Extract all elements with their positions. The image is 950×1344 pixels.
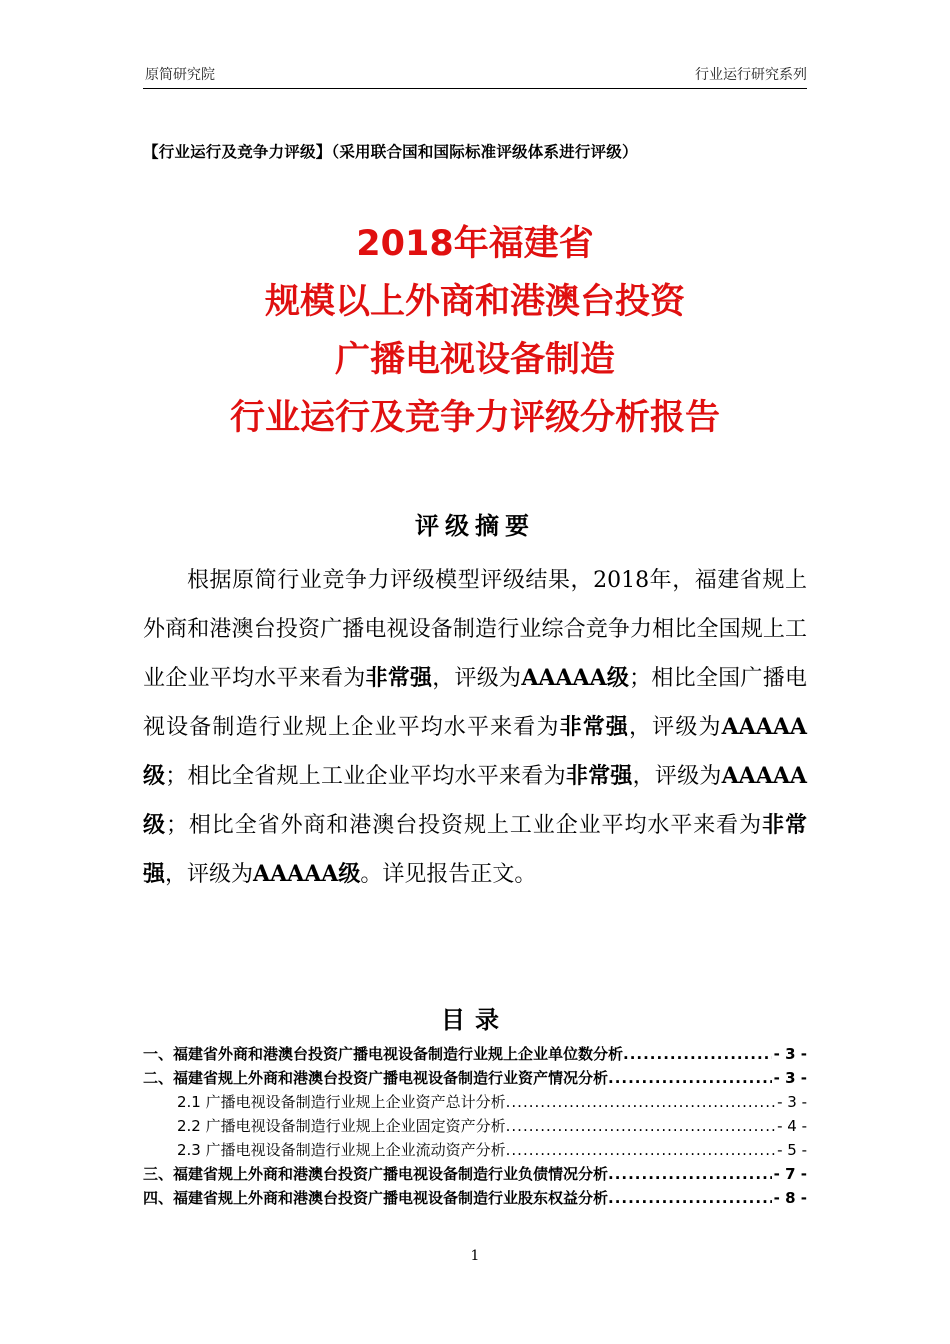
toc-item[interactable]: [143, 1162, 807, 1186]
rating-strength: 非常强: [565, 763, 633, 789]
toc-subitem[interactable]: [143, 1138, 807, 1162]
toc-item-page: - 8 -: [773, 1189, 807, 1207]
summary-text: ，评级为: [432, 666, 522, 691]
toc-item-page: - 5 -: [777, 1141, 807, 1159]
toc-item[interactable]: [143, 1186, 807, 1210]
title-line: 行业运行及竞争力评级分析报告: [229, 398, 720, 438]
header-institute: 原简研究院: [145, 67, 215, 83]
toc-item-page: - 3 -: [773, 1069, 807, 1087]
toc-item-label: 2.3 广播电视设备制造行业规上企业流动资产分析: [177, 1141, 506, 1159]
summary-paragraph: [143, 556, 807, 899]
toc-item-label: 四、福建省规上外商和港澳台投资广播电视设备制造行业股东权益分析: [143, 1189, 609, 1207]
table-of-contents: [143, 1042, 807, 1210]
summary-text: ，评级为: [165, 862, 254, 887]
toc-subitem[interactable]: [143, 1114, 807, 1138]
summary-text: 根据原简行业竞争力评级模型评级结果，2018年，福建省规上外商和港澳台投资广播电视设备制造行业综合竞争力相比全国规上工业企业平均水平来看为: [143, 568, 807, 691]
header-series: 行业运行研究系列: [695, 67, 807, 83]
rating-strength: 非常强: [559, 714, 630, 740]
rating-strength: 非常强: [143, 812, 807, 887]
rating-grade: AAAAA级: [143, 763, 807, 838]
title-line: 规模以上外商和港澳台投资: [264, 282, 685, 322]
summary-text: ；相比全省规上工业企业平均水平来看为: [165, 764, 566, 789]
toc-leader: [506, 1090, 775, 1114]
toc-item-label: 二、福建省规上外商和港澳台投资广播电视设备制造行业资产情况分析: [143, 1069, 609, 1087]
toc-leader: [506, 1138, 775, 1162]
toc-subitem[interactable]: [143, 1090, 807, 1114]
toc-leader: [608, 1186, 772, 1210]
toc-item-page: - 3 -: [777, 1093, 807, 1111]
rating-grade: AAAAA级: [253, 861, 361, 887]
report-subtitle: 【行业运行及竞争力评级】（采用联合国和国际标准评级体系进行评级）: [143, 143, 638, 161]
summary-text: ；相比全省外商和港澳台投资规上工业企业平均水平来看为: [165, 813, 763, 838]
toc-item[interactable]: [143, 1042, 807, 1066]
toc-item[interactable]: [143, 1066, 807, 1090]
toc-leader: [608, 1162, 772, 1186]
summary-text: ，评级为: [632, 764, 722, 789]
toc-item-page: - 7 -: [773, 1165, 807, 1183]
page-number: 1: [470, 1248, 480, 1264]
toc-item-page: - 4 -: [777, 1117, 807, 1135]
toc-item-label: 2.1 广播电视设备制造行业规上企业资产总计分析: [177, 1093, 506, 1111]
toc-item-page: - 3 -: [773, 1045, 807, 1063]
summary-heading: 评级摘要: [415, 512, 535, 540]
title-line: 广播电视设备制造: [334, 340, 615, 380]
report-title: [100, 215, 850, 447]
toc-item-label: 三、福建省规上外商和港澳台投资广播电视设备制造行业负债情况分析: [143, 1165, 609, 1183]
toc-heading: 目录: [441, 1006, 509, 1034]
toc-item-label: 一、福建省外商和港澳台投资广播电视设备制造行业规上企业单位数分析: [143, 1045, 624, 1063]
rating-grade: AAAAA级: [143, 714, 807, 789]
summary-text: ；相比全国广播电视设备制造行业规上企业平均水平来看为: [143, 666, 807, 740]
summary-text: ，评级为: [629, 715, 722, 740]
toc-leader: [506, 1114, 775, 1138]
header-divider: [143, 88, 807, 89]
toc-leader: [608, 1066, 772, 1090]
title-line: 2018年福建省: [356, 224, 594, 264]
toc-item-label: 2.2 广播电视设备制造行业规上企业固定资产分析: [177, 1117, 506, 1135]
summary-text: 。详见报告正文。: [360, 862, 537, 887]
rating-strength: 非常强: [365, 665, 433, 691]
rating-grade: AAAAA级: [521, 665, 630, 691]
toc-leader: [623, 1042, 772, 1066]
